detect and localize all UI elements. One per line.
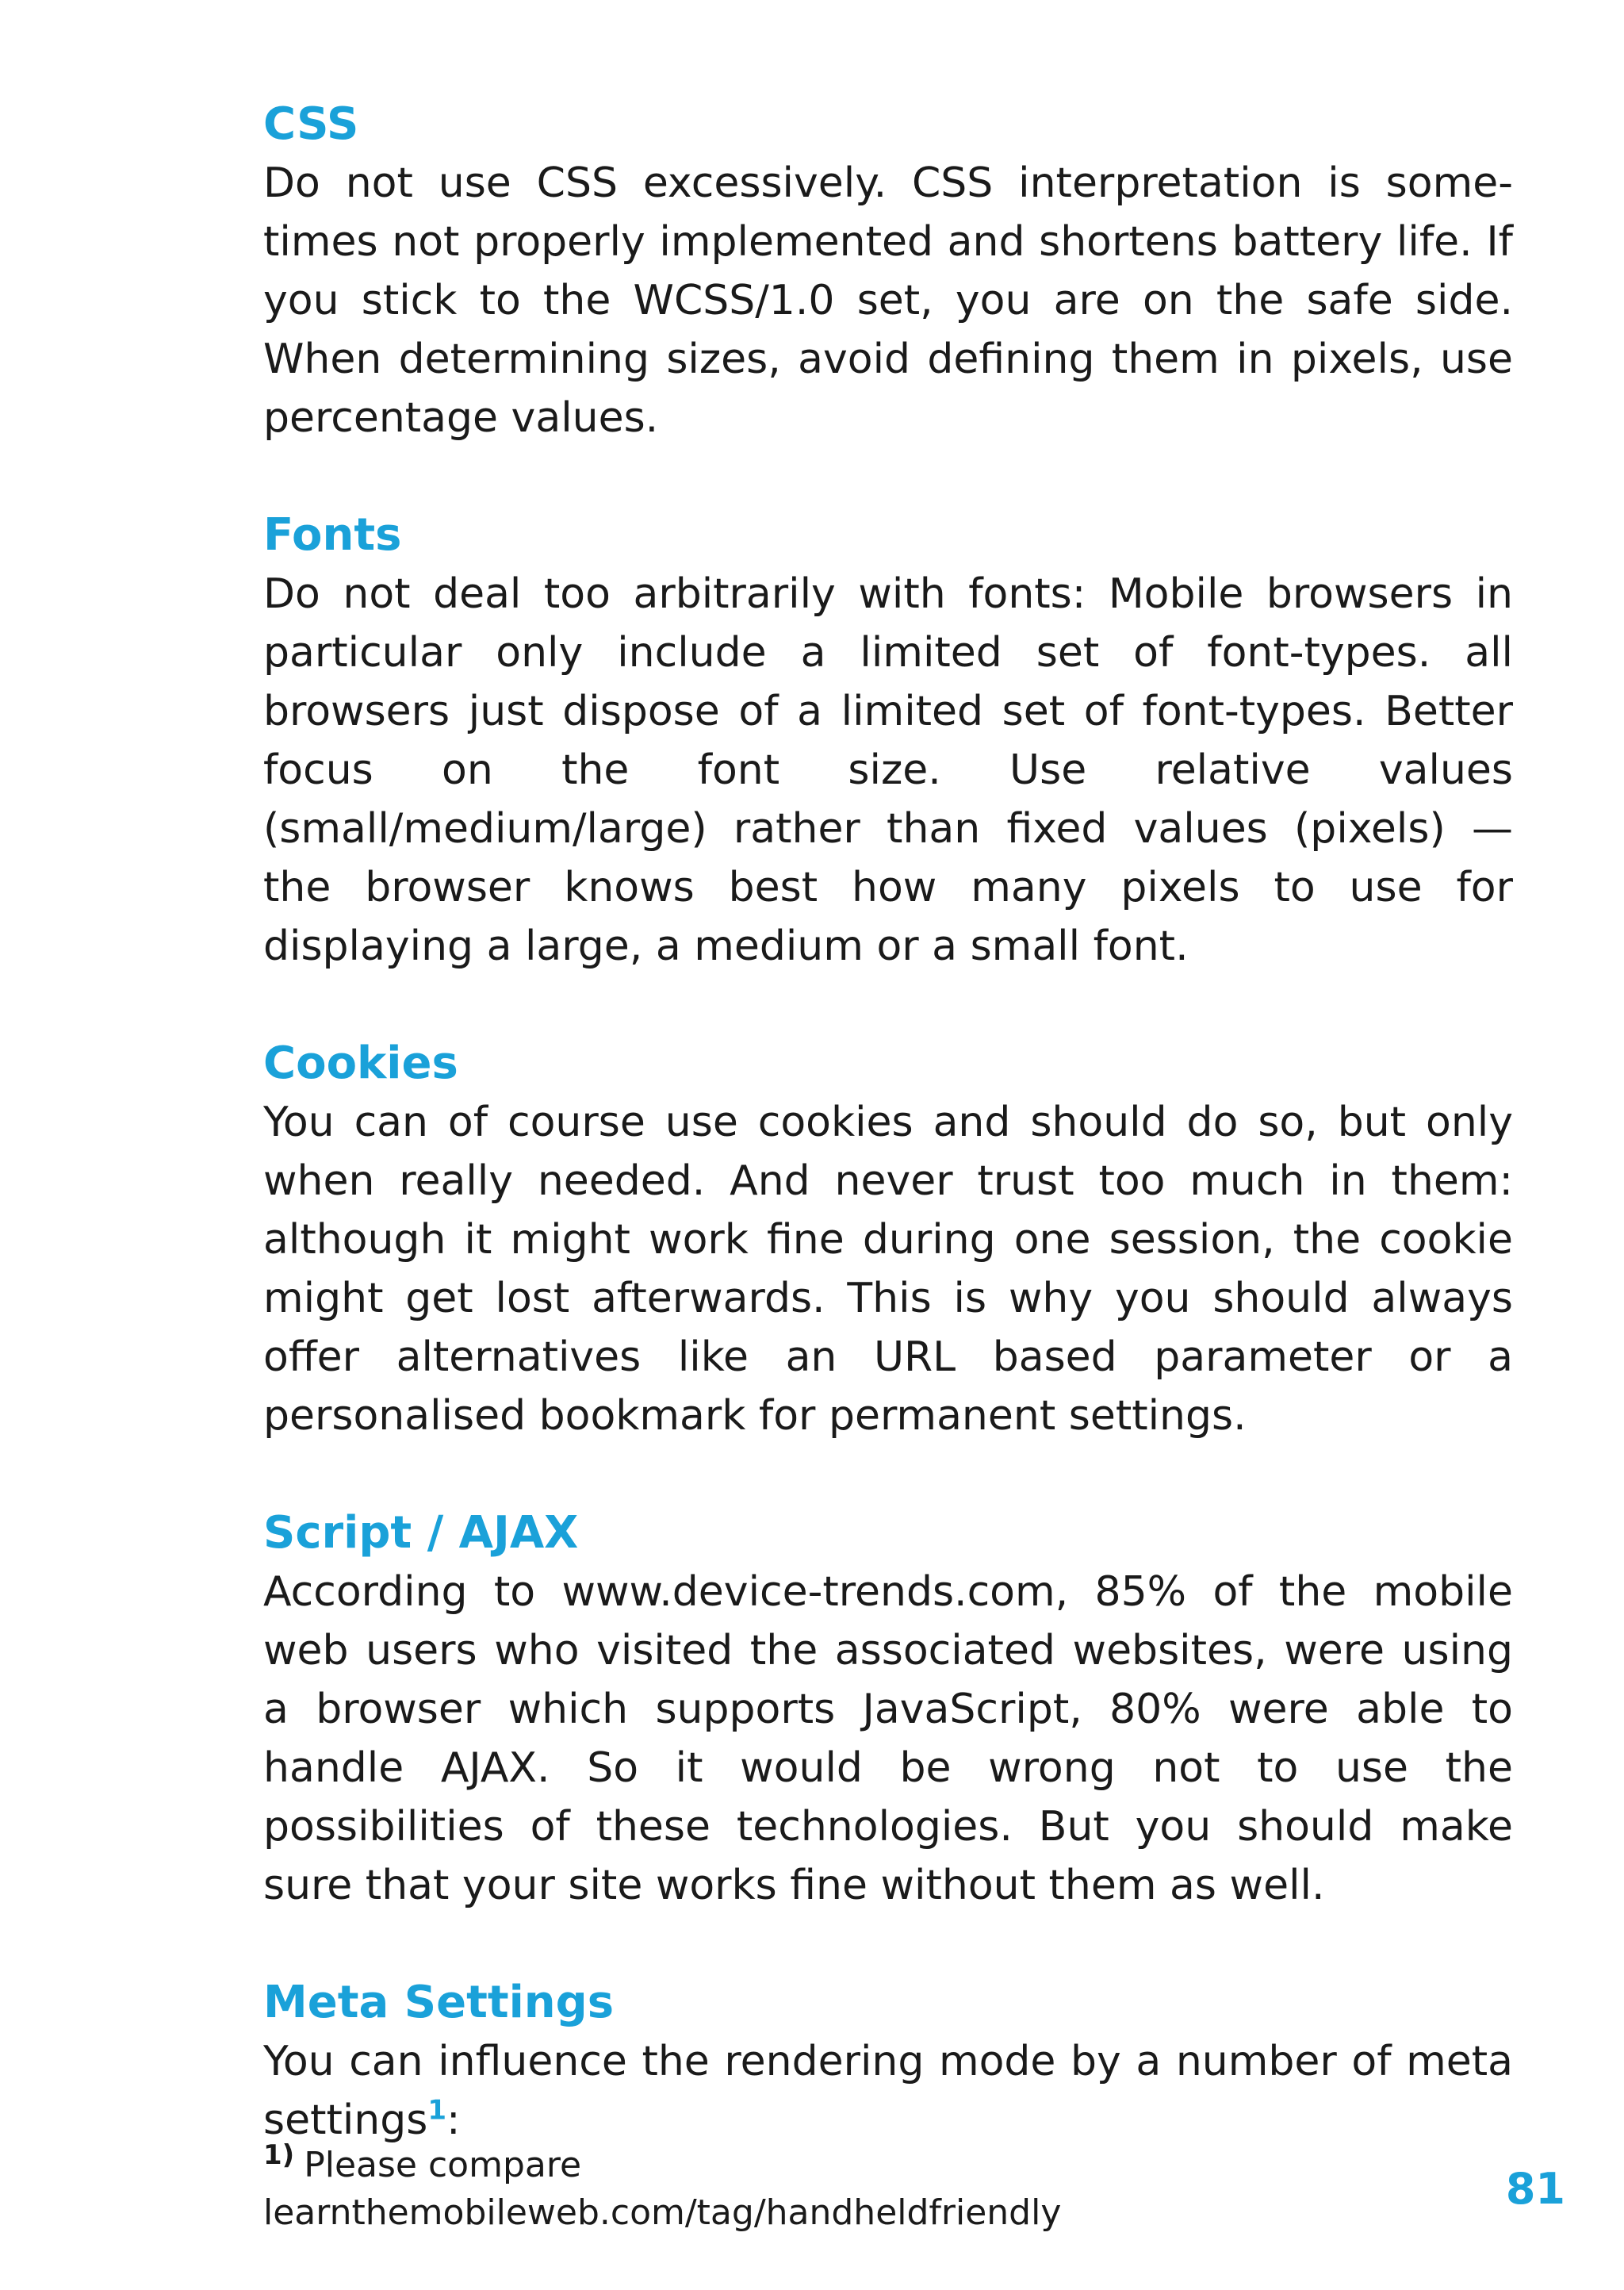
section-heading: CSS: [263, 98, 359, 150]
section-body: Do not use CSS excessively. CSS interpretation is sometimes not properly implemented and shortens battery life. If you stick to the WCSS/1.0 set, you are on the safe side. When determining sizes, avoid defining them in pixels, use percentage values.: [263, 159, 1513, 442]
section-meta-settings: [263, 1974, 1513, 2150]
footnote-mark: 1): [263, 2139, 295, 2172]
section-script-ajax: [263, 1504, 1513, 1915]
section-css: [263, 95, 1513, 447]
section-heading: Fonts: [263, 509, 402, 561]
footnote-reference[interactable]: 1: [427, 2094, 447, 2127]
section-body-text: You can influence the rendering mode by a number of meta settings: [263, 2038, 1513, 2144]
footnote: [263, 2139, 1334, 2237]
section-body: Do not deal too arbitrarily with fonts: Mobile browsers in particular only include a limited set of font-types. all browsers just dispose of a limited set of font-types. Better focus on the font size. Use relative values (small/medium/large) rather than fixed values (pixels) — the browser knows best how many pixels to use for displaying a large, a medium or a small font.: [263, 570, 1513, 970]
section-heading: Script / AJAX: [263, 1507, 579, 1559]
section-body-end: :: [446, 2096, 461, 2144]
section-cookies: [263, 1034, 1513, 1445]
section-body: You can of course use cookies and should do so, but only when really needed. And never trust too much in them: although it might work fine during one session, the cookie might get lost afterwards. This is why you should always offer alternatives like an URL based parameter or a personalised bookmark for permanent settings.: [263, 1099, 1513, 1440]
section-heading: Cookies: [263, 1038, 458, 1089]
section-body: According to www.device-trends.com, 85% of the mobile web users who visited the associated websites, were using a browser which supports JavaScript, 80% were able to handle AJAX. So it would be wrong not to use the possibilities of these technologies. But you should make sure that your site works fine without them as well.: [263, 1568, 1513, 1909]
page-number: 81: [1505, 2164, 1565, 2214]
page-content: [263, 95, 1513, 2208]
section-heading: Meta Settings: [263, 1977, 615, 2028]
footnote-text: Please compare learnthemobileweb.com/tag/handheldfriendly: [263, 2145, 1062, 2233]
section-body: [263, 2032, 1513, 2150]
section-fonts: [263, 506, 1513, 976]
